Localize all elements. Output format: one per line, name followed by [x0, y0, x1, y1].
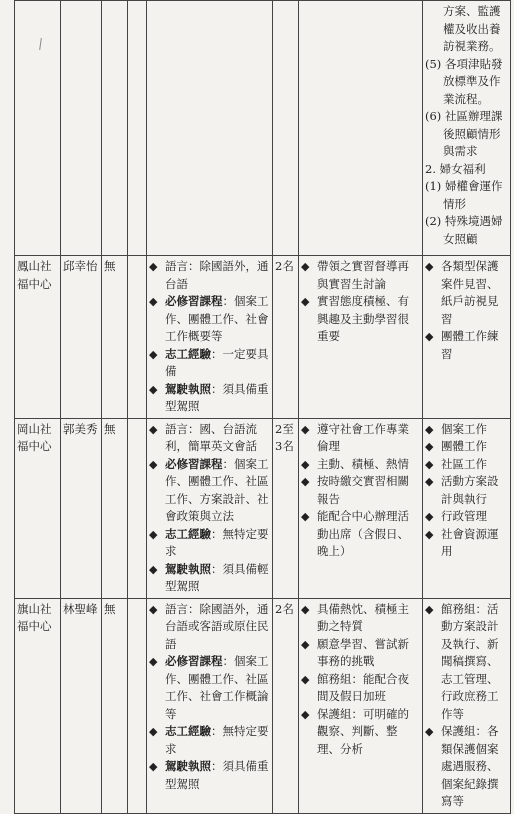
plan-line: (6) 社區辦理課: [425, 109, 503, 123]
blank-cell: [128, 418, 147, 598]
note-cell: 無: [102, 256, 128, 419]
plan-item-text: 館務組：活動方案設計及執行、新聞稿撰寫、志工管理、行政庶務工作等: [441, 601, 499, 721]
requirement-item-text: ：個案工作、團體工作、社區工作、方案設計、社會政策與立法: [165, 456, 269, 523]
requirement-item: [149, 601, 270, 654]
diamond-bullet-icon: ◆: [149, 527, 158, 541]
plan-item-text: 保護組：各類保護個案處遇服務、個案紀錄撰寫等: [441, 724, 499, 808]
plan-item-text: 個案工作: [441, 421, 487, 436]
supervisor-cell: 邱幸怡: [61, 256, 102, 419]
diamond-bullet-icon: ◆: [301, 422, 310, 436]
duty-item-text: 帶領之實習督導再與實習生討論: [317, 259, 409, 291]
requirement-item: [149, 526, 270, 561]
diamond-bullet-icon: ◆: [301, 295, 310, 308]
requirement-item-label: 駕駛執照: [165, 561, 211, 576]
requirements-cell: [147, 1, 273, 256]
diamond-bullet-icon: ◆: [301, 510, 310, 523]
supervisor-cell: [61, 1, 102, 256]
plan-item: [425, 508, 508, 526]
duties-cell: [299, 418, 423, 598]
plan-cell: [423, 418, 511, 598]
note-cell: [102, 1, 128, 256]
diamond-bullet-icon: ◆: [301, 457, 310, 471]
diamond-bullet-icon: ◆: [149, 295, 158, 308]
diamond-bullet-icon: ◆: [425, 422, 434, 436]
requirement-item-text: ：個案工作、團體工作、社會工作概要等: [165, 294, 269, 343]
duty-item: [301, 508, 420, 561]
requirement-item-list: [149, 421, 270, 596]
unit-cell: 鳳山社福中心: [15, 256, 61, 419]
duty-item-text: 按時繳交實習相關報告: [317, 474, 409, 506]
requirement-item: [149, 561, 270, 596]
requirement-item: [149, 293, 270, 346]
plan-item: [425, 601, 508, 724]
duties-cell: [299, 1, 423, 256]
requirement-item-list: [149, 258, 270, 416]
plan-cell: [423, 1, 511, 256]
plan-line: 女照顧: [443, 231, 478, 246]
requirement-item-label: 駕駛執照: [165, 381, 211, 396]
requirement-item: [149, 381, 270, 416]
plan-item: [425, 526, 508, 561]
blank-cell: [128, 256, 147, 419]
diamond-bullet-icon: ◆: [149, 760, 158, 773]
duty-item-list: [301, 258, 420, 346]
requirement-item-label: 駕駛執照: [165, 759, 211, 773]
duty-item-text: 願意學習、嘗試新事務的挑戰: [317, 636, 409, 668]
duty-item: [301, 258, 420, 293]
duty-item: [301, 671, 420, 706]
unit-cell: 岡山社福中心: [15, 418, 61, 598]
duty-item: [301, 636, 420, 671]
requirements-cell: [147, 418, 273, 598]
requirement-item: [149, 758, 270, 793]
requirement-item-text: ：須具備輕型駕照: [165, 561, 269, 593]
requirement-item: [149, 346, 270, 381]
plan-line: (5) 各項津貼發: [425, 56, 503, 71]
table-row: [15, 418, 511, 598]
plan-line: (1) 婦權會運作: [425, 179, 503, 193]
plan-item-text: 社會資源運用: [441, 526, 499, 558]
duty-item-text: 能配合中心辦理活動出席（含假日、晚上）: [317, 509, 409, 558]
plan-line: 後照顧情形: [443, 126, 501, 141]
diamond-bullet-icon: ◆: [149, 422, 158, 436]
diamond-bullet-icon: ◆: [425, 260, 434, 273]
requirement-item-text: 語言：國、台語流利，簡單英文會話: [165, 421, 257, 453]
plan-item: [425, 328, 508, 363]
diamond-bullet-icon: ◆: [149, 562, 158, 576]
duty-item-list: [301, 601, 420, 759]
duty-item: [301, 421, 420, 456]
plan-line: (2) 特殊境遇婦: [425, 214, 503, 228]
table-row-continued: [15, 1, 511, 256]
plan-item-text: 行政管理: [441, 509, 487, 523]
plan-item: [425, 438, 508, 456]
table-row: [15, 256, 511, 419]
plan-item: [425, 723, 508, 811]
requirement-item-label: 必修習課程: [165, 456, 223, 471]
duty-item-list: [301, 421, 420, 561]
diamond-bullet-icon: ◆: [301, 602, 310, 616]
requirement-item-label: 志工經驗: [165, 526, 211, 541]
requirement-item-label: 志工經驗: [165, 346, 211, 361]
note-cell: 無: [102, 418, 128, 598]
plan-item: [425, 258, 508, 328]
diamond-bullet-icon: ◆: [425, 475, 434, 488]
quota-cell: 2至3名: [273, 418, 299, 598]
unit-cell: 旗山社福中心: [15, 598, 61, 813]
diamond-bullet-icon: ◆: [149, 655, 158, 668]
plan-item-text: 各類型保護案件見習、紙戶訪視見習: [441, 259, 499, 326]
plan-line: 業流程。: [443, 91, 489, 106]
requirement-item-text: ：須具備重型駕照: [165, 759, 269, 791]
diamond-bullet-icon: ◆: [149, 457, 158, 471]
plan-item-text: 社區工作: [441, 456, 487, 471]
plan-line: 訪視業務。: [443, 39, 501, 53]
diamond-bullet-icon: ◆: [301, 637, 310, 651]
duty-item: [301, 293, 420, 346]
duty-item-text: 館務組：能配合夜間及假日加班: [317, 671, 409, 703]
requirement-item: [149, 421, 270, 456]
diamond-bullet-icon: ◆: [149, 725, 158, 738]
requirement-item-label: 必修習課程: [165, 294, 223, 308]
requirement-item-text: 語言：除國語外，通台語: [165, 259, 269, 291]
duty-item: [301, 601, 420, 636]
blank-cell: [128, 598, 147, 813]
plan-item-list: [425, 601, 508, 811]
diamond-bullet-icon: ◆: [425, 440, 434, 453]
blank-cell: [128, 1, 147, 256]
diamond-bullet-icon: ◆: [425, 457, 434, 471]
duties-cell: [299, 256, 423, 419]
diamond-bullet-icon: ◆: [149, 602, 158, 616]
unit-cell: [15, 1, 61, 256]
requirement-item-label: 必修習課程: [165, 654, 223, 668]
diamond-bullet-icon: ◆: [301, 707, 310, 721]
table-row: [15, 598, 511, 813]
requirements-cell: [147, 598, 273, 813]
requirement-item: [149, 723, 270, 758]
plan-item: [425, 473, 508, 508]
requirements-cell: [147, 256, 273, 419]
plan-item-text: 團體工作練習: [441, 329, 499, 361]
diamond-bullet-icon: ◆: [301, 475, 310, 488]
plan-line: 2. 婦女福利: [425, 161, 486, 176]
note-cell: 無: [102, 598, 128, 813]
duty-item: [301, 456, 420, 474]
diamond-bullet-icon: ◆: [149, 347, 158, 361]
internship-table: [14, 0, 511, 814]
plan-line: 與需求: [443, 144, 478, 158]
plan-line: 權及收出養: [443, 21, 501, 36]
duty-item-text: 主動、積極、熱情: [317, 456, 409, 471]
diamond-bullet-icon: ◆: [425, 527, 434, 541]
duty-item-text: 遵守社會工作專業倫理: [317, 421, 409, 453]
quota-cell: 2名: [273, 256, 299, 419]
plan-item-text: 團體工作: [441, 439, 487, 453]
diamond-bullet-icon: ◆: [149, 260, 158, 273]
requirement-item-label: 志工經驗: [165, 724, 211, 738]
supervisor-cell: 林聖峰: [61, 598, 102, 813]
requirement-item-text: ：無特定要求: [165, 526, 269, 558]
quota-cell: 2名: [273, 598, 299, 813]
requirement-item: [149, 653, 270, 723]
requirement-item-text: ：無特定要求: [165, 724, 269, 756]
duty-item-text: 實習態度積極、有興趣及主動學習很重要: [317, 294, 409, 343]
plan-item: [425, 456, 508, 474]
diamond-bullet-icon: ◆: [425, 330, 434, 343]
plan-item-text: 活動方案設計與執行: [441, 474, 499, 506]
plan-line: 情形: [443, 196, 466, 211]
quota-cell: [273, 1, 299, 256]
duty-item: [301, 473, 420, 508]
diamond-bullet-icon: ◆: [301, 672, 310, 686]
diamond-bullet-icon: ◆: [425, 602, 434, 616]
requirement-item-text: ：一定要具備: [165, 346, 269, 378]
plan-item: [425, 421, 508, 439]
requirement-item: [149, 258, 270, 293]
requirement-item-list: [149, 601, 270, 794]
plan-line: 放標準及作: [443, 74, 501, 88]
requirement-item-text: ：個案工作、團體工作、社區工作、社會工作概論等: [165, 654, 269, 721]
diamond-bullet-icon: ◆: [425, 510, 434, 523]
plan-item-list: [425, 421, 508, 561]
diamond-bullet-icon: ◆: [425, 725, 434, 738]
duties-cell: [299, 598, 423, 813]
plan-cell: [423, 256, 511, 419]
diamond-bullet-icon: ◆: [149, 382, 158, 396]
duty-item-text: 具備熱忱、積極主動之特質: [317, 601, 409, 633]
plan-item-list: [425, 258, 508, 363]
duty-item-text: 保護組：可明確的觀察、判斷、整理、分析: [317, 706, 409, 756]
plan-cell: [423, 598, 511, 813]
duty-item: [301, 706, 420, 759]
requirement-item: [149, 456, 270, 526]
requirement-item-text: 語言：除國語外，通台語或客語或原住民語: [165, 601, 269, 651]
requirement-item-text: ：須具備重型駕照: [165, 381, 269, 413]
supervisor-cell: 郭美秀: [61, 418, 102, 598]
plan-line: 方案、監護: [443, 4, 501, 18]
diamond-bullet-icon: ◆: [301, 260, 310, 273]
